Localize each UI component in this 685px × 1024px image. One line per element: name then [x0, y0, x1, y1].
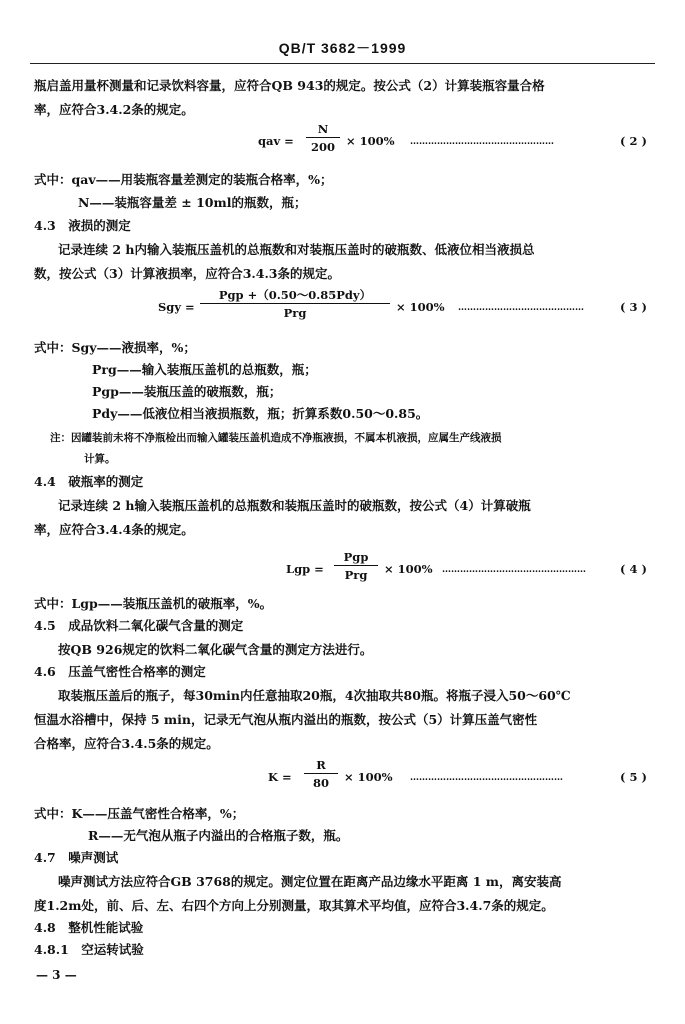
definition-line: R——无气泡从瓶子内溢出的合格瓶子数，瓶。 [88, 828, 349, 843]
paragraph-line: 取装瓶压盖后的瓶子，每30min内任意抽取20瓶，4次抽取共80瓶。将瓶子浸入50～60℃ [58, 688, 571, 703]
equation-leader-dots: ………………………………………… [410, 137, 554, 147]
definition-line: 式中：qav——用装瓶容量差测定的装瓶合格率，%； [34, 172, 333, 187]
paragraph-line: 记录连续 2 h内输入装瓶压盖机的总瓶数和对装瓶压盖时的破瓶数、低液位相当液损总 [58, 242, 535, 257]
definition-line: 式中：Sgy——液损率，%； [34, 340, 196, 355]
equation-2 [0, 122, 685, 162]
fraction-denominator: 80 [312, 776, 329, 790]
fraction-bar [304, 773, 338, 774]
note-line: 计算。 [84, 453, 116, 465]
paragraph-line: 恒温水浴槽中，保持 5 min，记录无气泡从瓶内溢出的瓶数，按公式（5）计算压盖气密性 [34, 712, 538, 727]
equation-3 [0, 288, 685, 328]
fraction-numerator: Pgp +（0.50～0.85Pdy） [218, 288, 372, 302]
equation-lhs: Sgy = [158, 300, 195, 314]
section-heading-4-8: 4.8 整机性能试验 [34, 920, 144, 935]
paragraph-line: 噪声测试方法应符合GB 3768的规定。测定位置在距离产品边缘水平距离 1 m，离安装高 [58, 874, 562, 889]
equation-fraction [306, 122, 340, 154]
equation-fraction [304, 758, 338, 790]
equation-number: ( 5 ) [620, 770, 647, 784]
equation-number: ( 4 ) [620, 562, 647, 576]
equation-number: ( 3 ) [620, 300, 647, 314]
definition-line: N——装瓶容量差 ± 10ml的瓶数，瓶； [78, 195, 307, 210]
equation-number: ( 2 ) [620, 134, 647, 148]
definition-line: Pgp——装瓶压盖的破瓶数，瓶； [92, 384, 282, 399]
paragraph-line: 按QB 926规定的饮料二氧化碳气含量的测定方法进行。 [58, 642, 373, 657]
fraction-denominator: Prg [283, 306, 307, 320]
fraction-bar [200, 303, 390, 304]
definition-line: 式中：K——压盖气密性合格率，%； [34, 806, 245, 821]
standard-code-header: QB/T 3682－1999 [278, 40, 407, 56]
equation-fraction [334, 550, 378, 582]
section-heading-4-8-1: 4.8.1 空运转试验 [34, 942, 144, 957]
fraction-bar [306, 137, 340, 138]
definition-line: 式中：Lgp——装瓶压盖机的破瓶率，%。 [34, 596, 273, 611]
paragraph-line: 瓶启盖用量杯测量和记录饮料容量，应符合QB 943的规定。按公式（2）计算装瓶容量合格 [34, 78, 545, 93]
equation-lhs: Lgp = [286, 562, 324, 576]
paragraph-line: 合格率，应符合3.4.5条的规定。 [34, 736, 219, 751]
definition-line: Pdy——低液位相当液损瓶数，瓶；折算系数0.50～0.85。 [92, 406, 429, 421]
section-heading-4-4: 4.4 破瓶率的测定 [34, 474, 144, 489]
paragraph-line: 度1.2m处，前、后、左、右四个方向上分别测量，取其算术平均值，应符合3.4.7条的规定。 [34, 898, 554, 913]
equation-leader-dots: …………………………………… [458, 303, 584, 313]
note-line: 注：因罐装前未将不净瓶检出而输入罐装压盖机造成不净瓶液损，不属本机液损，应属生产线液损 [50, 432, 502, 444]
definition-line: Prg——输入装瓶压盖机的总瓶数，瓶； [92, 362, 317, 377]
fraction-denominator: 200 [310, 140, 335, 154]
fraction-bar [334, 565, 378, 566]
fraction-numerator: N [317, 122, 329, 136]
equation-leader-dots: …………………………………………… [410, 773, 563, 783]
equation-multiplier: × 100% [344, 770, 393, 784]
section-heading-4-3: 4.3 液损的测定 [34, 218, 131, 233]
equation-lhs: K = [268, 770, 292, 784]
equation-multiplier: × 100% [384, 562, 433, 576]
equation-5 [0, 758, 685, 798]
page-number: — 3 — [36, 968, 77, 982]
section-heading-4-7: 4.7 噪声测试 [34, 850, 119, 865]
paragraph-line: 记录连续 2 h输入装瓶压盖机的总瓶数和装瓶压盖时的破瓶数，按公式（4）计算破瓶 [58, 498, 531, 513]
equation-multiplier: × 100% [396, 300, 445, 314]
fraction-numerator: R [316, 758, 326, 772]
equation-lhs: qav = [258, 134, 294, 148]
header-rule [30, 63, 655, 64]
paragraph-line: 率，应符合3.4.4条的规定。 [34, 522, 194, 537]
section-heading-4-6: 4.6 压盖气密性合格率的测定 [34, 664, 206, 679]
equation-multiplier: × 100% [346, 134, 395, 148]
equation-4 [0, 550, 685, 590]
fraction-denominator: Prg [344, 568, 368, 582]
fraction-numerator: Pgp [343, 550, 369, 564]
section-heading-4-5: 4.5 成品饮料二氧化碳气含量的测定 [34, 618, 244, 633]
paragraph-line: 数，按公式（3）计算液损率，应符合3.4.3条的规定。 [34, 266, 340, 281]
equation-fraction [200, 288, 390, 320]
equation-leader-dots: ………………………………………… [442, 565, 586, 575]
paragraph-line: 率，应符合3.4.2条的规定。 [34, 102, 194, 117]
